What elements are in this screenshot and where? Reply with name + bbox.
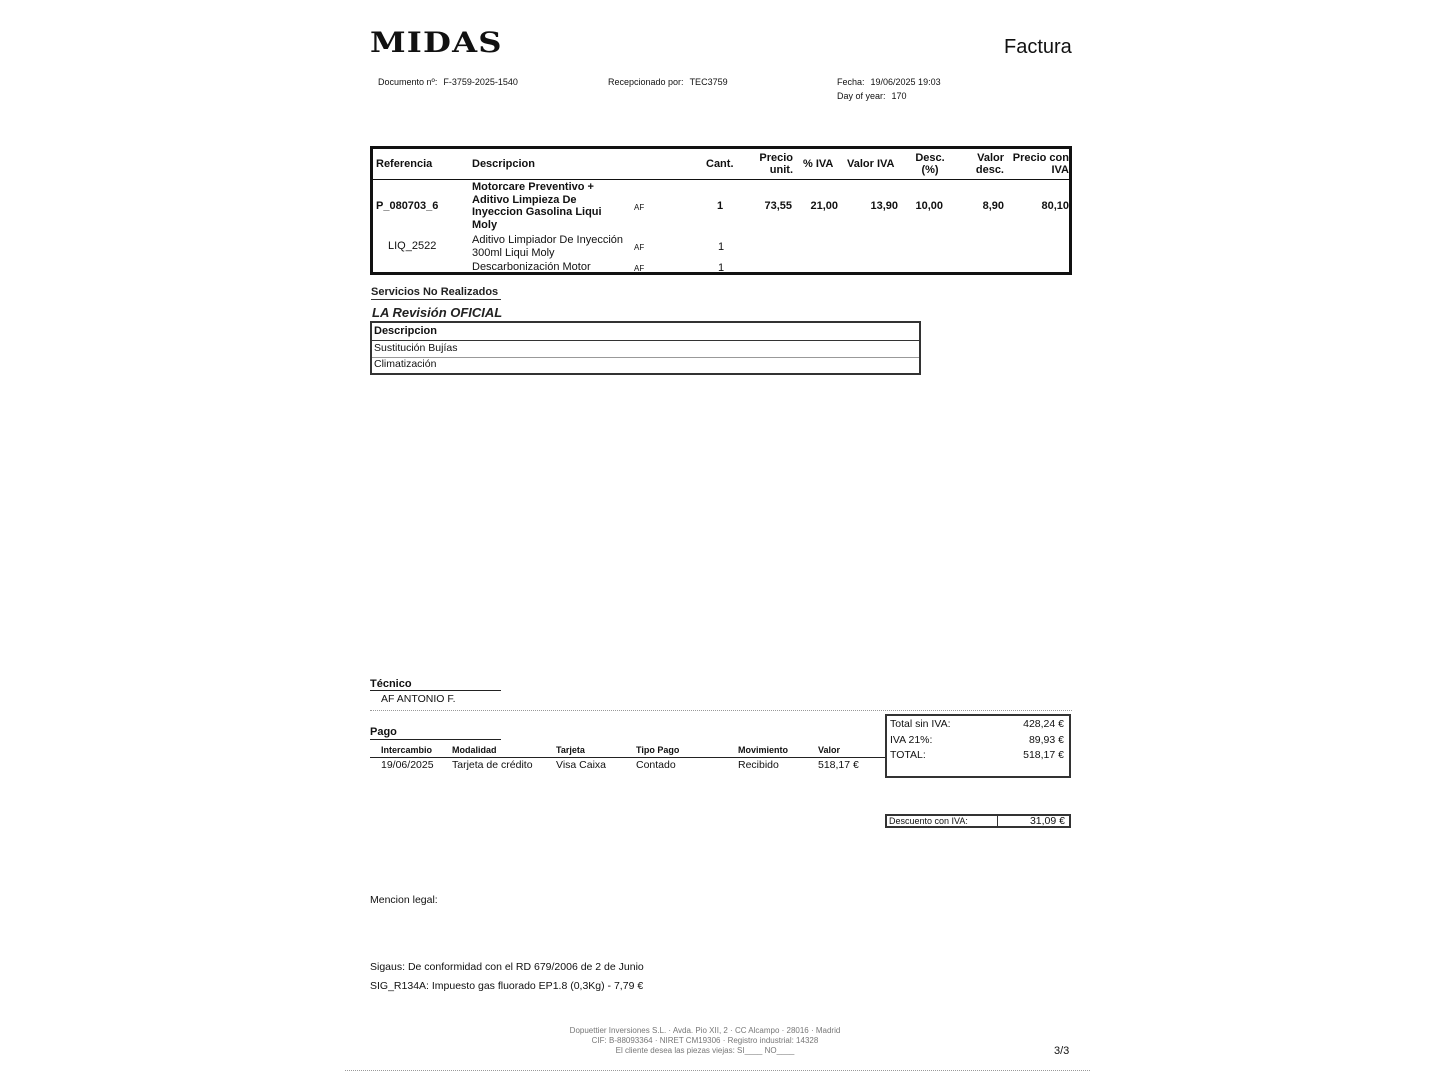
header-valor-desc-2: desc. bbox=[975, 164, 1004, 176]
row-desc-line-4: Moly bbox=[472, 218, 498, 231]
servicios-no-realizados-title: Servicios No Realizados bbox=[371, 286, 501, 300]
iva-total bbox=[890, 734, 1064, 746]
pago-tipo-pago: Contado bbox=[636, 759, 676, 771]
documento-number bbox=[378, 77, 518, 87]
pago-header-intercambio: Intercambio bbox=[381, 745, 433, 755]
row-iva: 21,00 bbox=[810, 200, 838, 212]
document-title: Factura bbox=[1004, 36, 1072, 58]
tecnico-underline bbox=[370, 690, 501, 691]
footer-company-info bbox=[500, 1026, 910, 1056]
subrow-descripcion bbox=[472, 234, 645, 259]
row-desc-line-3: Inyeccion Gasolina Liqui bbox=[472, 206, 602, 218]
servicios-table bbox=[370, 321, 921, 375]
header-precio-unit-1: Precio bbox=[759, 152, 793, 164]
footer-line-3: El cliente desea las piezas viejas: SI____ NO____ bbox=[615, 1046, 795, 1055]
row-precio-unit: 73,55 bbox=[764, 200, 792, 212]
pago-modalidad: Tarjeta de crédito bbox=[452, 759, 533, 771]
subrow-cant: 1 bbox=[718, 241, 725, 253]
pago-header-tipo-pago: Tipo Pago bbox=[636, 745, 680, 755]
header-precio-iva-2: IVA bbox=[1051, 164, 1069, 176]
grand-total-label: TOTAL: bbox=[890, 749, 926, 761]
subrow-tecnico: AF bbox=[634, 264, 645, 273]
row-valor-desc: 8,90 bbox=[982, 200, 1004, 212]
dayofyear-label: Day of year: bbox=[837, 91, 886, 101]
descuento-value: 31,09 € bbox=[997, 815, 1065, 827]
tecnico-label: Técnico bbox=[370, 678, 412, 690]
pago-header-valor: Valor bbox=[818, 745, 841, 755]
list-item: Climatización bbox=[374, 358, 437, 370]
pago-tarjeta: Visa Caixa bbox=[556, 759, 606, 771]
pago-header-tarjeta: Tarjeta bbox=[556, 745, 585, 755]
header-valor-desc-1: Valor bbox=[977, 152, 1004, 164]
iva-value: 89,93 € bbox=[1028, 734, 1064, 746]
page-number: 3/3 bbox=[1054, 1045, 1070, 1057]
items-table bbox=[370, 146, 1072, 275]
recepcionado-por bbox=[608, 77, 728, 87]
header-precio-unit bbox=[741, 152, 793, 176]
footer-line-1: Dopuettier Inversiones S.L. · Avda. Pio XII, 2 · CC Alcampo · 28016 · Madrid bbox=[569, 1026, 841, 1035]
footer-divider bbox=[345, 1070, 1090, 1071]
iva-label: IVA 21%: bbox=[890, 734, 933, 746]
row-tecnico: AF bbox=[634, 203, 645, 212]
divider bbox=[370, 710, 1072, 711]
row-desc-line-1: Motorcare Preventivo + bbox=[472, 181, 594, 193]
grand-total bbox=[890, 749, 1064, 761]
header-descripcion: Descripcion bbox=[472, 158, 535, 170]
dayofyear-value: 170 bbox=[891, 91, 907, 101]
subrow-cant: 1 bbox=[718, 262, 725, 274]
documento-value: F-3759-2025-1540 bbox=[443, 77, 518, 87]
header-desc bbox=[903, 152, 957, 176]
documento-label: Documento nº: bbox=[378, 77, 438, 87]
subrow-referencia: LIQ_2522 bbox=[388, 240, 437, 252]
total-sin-iva-label: Total sin IVA: bbox=[890, 718, 951, 730]
grand-total-value: 518,17 € bbox=[1023, 749, 1064, 761]
header-valor-iva: Valor IVA bbox=[847, 158, 895, 170]
servicios-table-header: Descripcion bbox=[372, 325, 919, 341]
descuento-label: Descuento con IVA: bbox=[889, 816, 968, 826]
subrow-tecnico: AF bbox=[634, 243, 645, 252]
row-descripcion bbox=[472, 181, 632, 231]
descuento-box bbox=[885, 814, 1071, 828]
sigaus-note: Sigaus: De conformidad con el RD 679/2006 de 2 de Junio bbox=[370, 961, 644, 973]
fecha-label: Fecha: bbox=[837, 77, 865, 87]
recepcionado-value: TEC3759 bbox=[689, 77, 728, 87]
row-referencia: P_080703_6 bbox=[376, 200, 439, 212]
header-iva: % IVA bbox=[803, 158, 834, 170]
pago-header-line bbox=[370, 757, 885, 758]
row-precio-iva: 80,10 bbox=[1041, 200, 1069, 212]
pago-underline bbox=[370, 739, 501, 740]
header-desc-1: Desc. bbox=[915, 152, 945, 164]
items-table-header bbox=[373, 149, 1069, 180]
header-desc-2: (%) bbox=[921, 164, 939, 176]
row-desc-line-2: Aditivo Limpieza De bbox=[472, 193, 577, 206]
list-item: Sustitución Bujías bbox=[372, 342, 919, 358]
row-cant: 1 bbox=[717, 200, 724, 212]
fecha bbox=[837, 77, 941, 87]
pago-valor: 518,17 € bbox=[818, 759, 859, 771]
header-cant: Cant. bbox=[706, 158, 734, 170]
sig-r134a-note: SIG_R134A: Impuesto gas fluorado EP1.8 (0,3Kg) - 7,79 € bbox=[370, 980, 644, 992]
header-precio-iva-1: Precio con bbox=[1012, 152, 1069, 164]
fecha-value: 19/06/2025 19:03 bbox=[870, 77, 941, 87]
day-of-year bbox=[837, 91, 907, 101]
subrow-desc-line-1: Aditivo Limpiador De Inyección bbox=[472, 234, 624, 246]
header-precio-unit-2: unit. bbox=[769, 164, 793, 176]
total-sin-iva bbox=[890, 718, 1064, 730]
revision-oficial-title: LA Revisión OFICIAL bbox=[372, 305, 503, 320]
totals-box bbox=[885, 714, 1071, 778]
header-valor-desc bbox=[953, 152, 1004, 176]
row-valor-iva: 13,90 bbox=[870, 200, 898, 212]
pago-intercambio: 19/06/2025 bbox=[381, 759, 434, 771]
pago-movimiento: Recibido bbox=[738, 759, 779, 771]
mencion-legal: Mencion legal: bbox=[370, 894, 438, 906]
header-referencia: Referencia bbox=[376, 158, 433, 170]
row-desc: 10,00 bbox=[915, 200, 943, 212]
footer-line-2: CIF: B-88093364 · NIRET CM19306 · Registro industrial: 14328 bbox=[591, 1036, 819, 1045]
tecnico-value: AF ANTONIO F. bbox=[381, 693, 456, 705]
header-precio-iva bbox=[1003, 152, 1069, 176]
pago-header-movimiento: Movimiento bbox=[738, 745, 789, 755]
midas-logo: MIDAS bbox=[370, 26, 503, 59]
pago-header-modalidad: Modalidad bbox=[452, 745, 497, 755]
recepcionado-label: Recepcionado por: bbox=[608, 77, 684, 87]
pago-label: Pago bbox=[370, 726, 397, 738]
total-sin-iva-value: 428,24 € bbox=[1023, 718, 1064, 730]
subrow-descripcion: Descarbonización Motor bbox=[472, 261, 591, 273]
subrow-desc-line-2: 300ml Liqui Moly bbox=[472, 246, 555, 259]
